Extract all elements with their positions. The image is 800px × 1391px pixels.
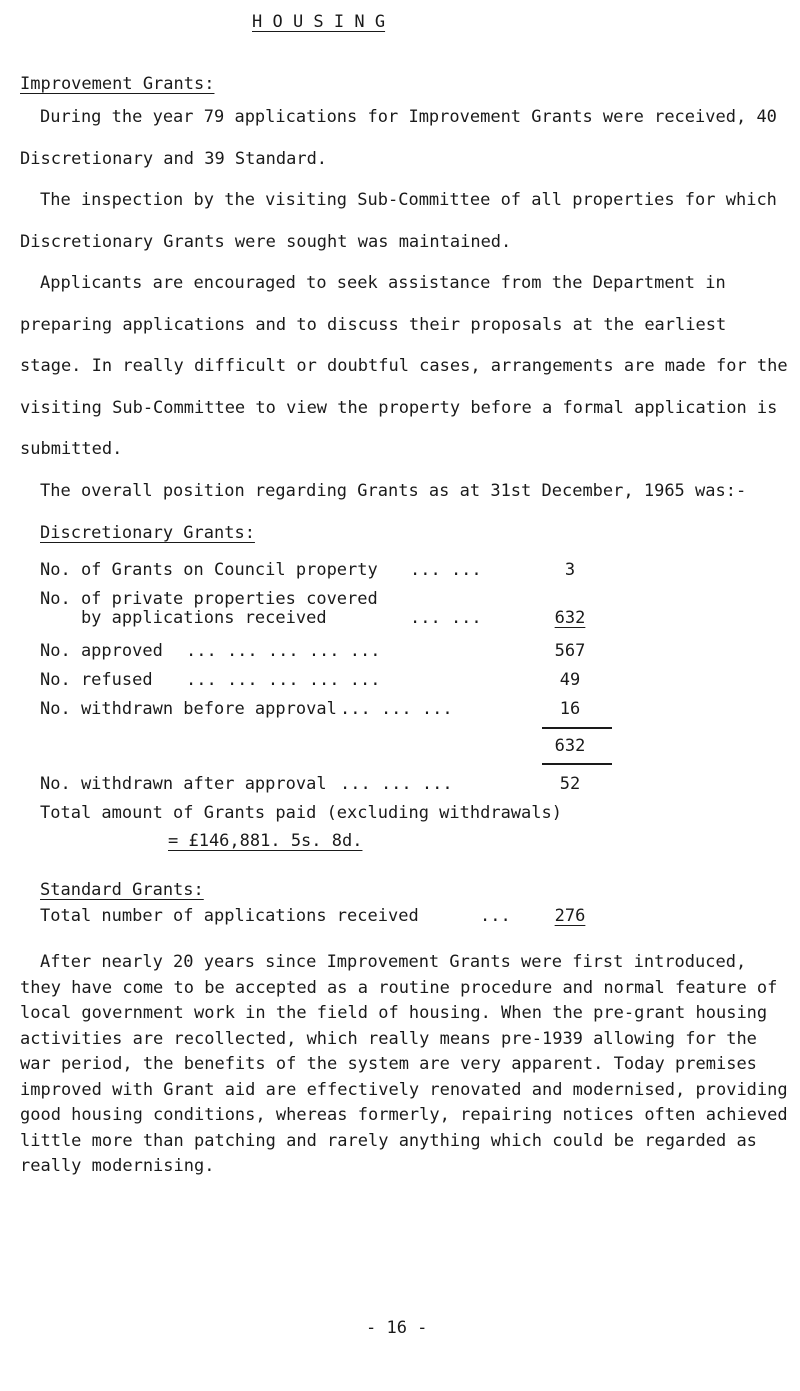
- discretionary-heading: Discretionary Grants:: [40, 523, 255, 543]
- row-value: 3: [564, 560, 576, 580]
- page-number: - 16 -: [366, 1318, 428, 1338]
- discretionary-row-withdrawn-before: [40, 699, 600, 725]
- discretionary-row-withdrawn-after: [40, 774, 600, 800]
- row-value: 16: [559, 699, 581, 719]
- discretionary-row-refused: [40, 670, 600, 696]
- standard-heading: Standard Grants:: [40, 880, 204, 900]
- row-label: Total number of applications received: [40, 906, 419, 926]
- row-label: No. approved: [40, 641, 163, 661]
- row-label: No. of Grants on Council property: [40, 560, 378, 580]
- intro-paragraph-2: The inspection by the visiting Sub-Committee of all properties for which Discretionary Grants were sought was maintained.: [20, 190, 777, 252]
- total-grants-line: Total amount of Grants paid (excluding withdrawals): [40, 803, 562, 823]
- row-value: 52: [559, 774, 581, 794]
- row-value: 49: [559, 670, 581, 690]
- discretionary-row-council: [40, 560, 600, 586]
- intro-text: [20, 97, 790, 512]
- discretionary-row-private-cont: [40, 608, 600, 634]
- closing-paragraph: After nearly 20 years since Improvement Grants were first introduced, they have come to be accepted as a routine procedure and normal feature of local government work in the field of housing. When the pre-grant housing activities are recollected, which really means pre-1939 allowing for the war period, the benefits of the system are very apparent. Today premises improved with Grant aid are effectively renovated and modernised, providing good housing conditions, whereas formerly, repairing notices often achieved little more than patching and rarely anything which could be regarded as really modernising.: [20, 952, 788, 1176]
- row-dots: ... ... ...: [340, 699, 453, 719]
- intro-paragraph-1: During the year 79 applications for Improvement Grants were received, 40 Discretionary and 39 Standard.: [20, 107, 777, 169]
- intro-paragraph-4: The overall position regarding Grants as at 31st December, 1965 was:-: [40, 480, 747, 501]
- subtotal-value: 632: [554, 736, 586, 756]
- discretionary-subtotal: [40, 736, 600, 762]
- standard-row-total: [40, 906, 600, 932]
- row-label-continued: by applications received: [40, 608, 327, 628]
- row-label: No. withdrawn before approval: [40, 699, 337, 719]
- row-value: 276: [554, 906, 586, 926]
- row-value: 632: [554, 608, 586, 628]
- subtotal-rule-bottom: [542, 763, 612, 765]
- row-label: No. refused: [40, 670, 153, 690]
- total-grants-value: = £146,881. 5s. 8d.: [168, 831, 363, 851]
- row-label: No. withdrawn after approval: [40, 774, 327, 794]
- row-label: No. of private properties covered: [40, 589, 378, 609]
- row-dots: ... ...: [410, 560, 482, 580]
- section-heading: Improvement Grants:: [20, 74, 215, 94]
- discretionary-row-approved: [40, 641, 600, 667]
- row-dots: ... ...: [410, 608, 482, 628]
- row-value: 567: [554, 641, 586, 661]
- subtotal-rule: [542, 727, 612, 729]
- row-dots: ... ... ... ... ...: [186, 641, 381, 661]
- row-dots: ... ... ... ... ...: [186, 670, 381, 690]
- page-title: H O U S I N G: [252, 12, 386, 32]
- row-dots: ...: [480, 906, 511, 926]
- intro-paragraph-3: Applicants are encouraged to seek assistance from the Department in preparing applications and to discuss their proposals at the earliest stage. In really difficult or doubtful cases, arrangements are made for the visiting Sub-Committee to view the property before a formal application is submitted.: [20, 273, 788, 459]
- row-dots: ... ... ...: [340, 774, 453, 794]
